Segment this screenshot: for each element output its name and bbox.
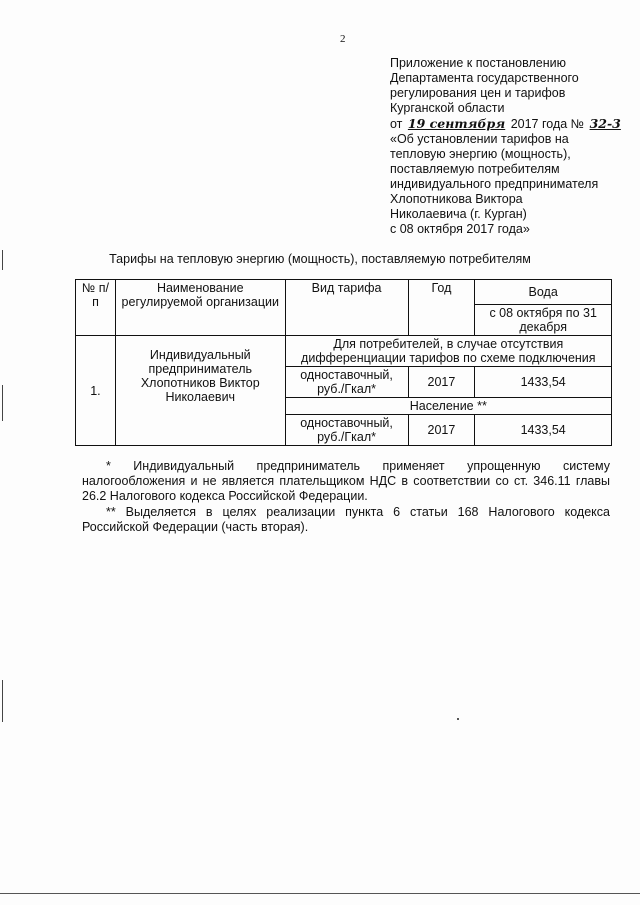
cell-org: Индивидуальный предприниматель Хлопотников Виктор Николаевич (115, 336, 285, 446)
appendix-line: Департамента государственного (390, 71, 579, 85)
cell-tariff-type: одноставочный, руб./Гкал* (285, 415, 408, 446)
handwritten-date: 19 сентября (407, 116, 506, 131)
cell-value: 1433,54 (475, 415, 612, 446)
footnotes (82, 459, 610, 536)
document-title: Тарифы на тепловую энергию (мощность), поставляемую потребителям (109, 252, 531, 266)
cell-year: 2017 (408, 415, 475, 446)
appendix-line: Приложение к постановлению (390, 56, 566, 70)
appendix-line: Курганской области (390, 101, 505, 115)
page-number: 2 (340, 33, 346, 45)
cell-tariff-type: одноставочный, руб./Гкал* (285, 367, 408, 398)
appendix-line: «Об установлении тарифов на (390, 132, 569, 146)
footnote-2: ** Выделяется в целях реализации пункта 6 статьи 168 Налогового кодекса Российской Федерации (часть вторая). (82, 505, 610, 534)
table-header-row (76, 280, 612, 305)
appendix-line: индивидуального предпринимателя (390, 177, 599, 191)
appendix-line: поставляемую потребителям (390, 162, 560, 176)
cell-num: 1. (76, 336, 116, 446)
appendix-line: с 08 октября 2017 года» (390, 222, 530, 236)
scan-speck (457, 718, 459, 720)
section-consumers: Для потребителей, в случае отсутствия дифференциации тарифов по схеме подключения (285, 336, 611, 367)
appendix-line: регулирования цен и тарифов (390, 86, 566, 100)
header-period: с 08 октября по 31 декабря (475, 305, 612, 336)
header-tariff-type: Вид тарифа (285, 280, 408, 336)
section-population: Население ** (285, 398, 611, 415)
appendix-line: Хлопотникова Виктора (390, 192, 523, 206)
table-row (76, 336, 612, 367)
header-num: № п/п (76, 280, 116, 336)
appendix-line: тепловую энергию (мощность), (390, 147, 571, 161)
cell-value: 1433,54 (475, 367, 612, 398)
year-text: 2017 года № (510, 117, 585, 131)
header-org: Наименование регулируемой организации (115, 280, 285, 336)
cell-year: 2017 (408, 367, 475, 398)
header-year: Год (408, 280, 475, 336)
scan-margin-mark (2, 250, 3, 270)
appendix-date-line (390, 116, 630, 132)
appendix-header (390, 56, 630, 237)
appendix-line: Николаевича (г. Курган) (390, 207, 527, 221)
scan-margin-mark (2, 385, 3, 421)
from-prefix: от (390, 117, 403, 131)
header-water: Вода (475, 280, 612, 305)
scan-margin-mark (2, 680, 3, 722)
handwritten-number: 32-3 (589, 116, 621, 131)
tariff-table (75, 279, 612, 446)
scan-bottom-edge (0, 893, 640, 894)
footnote-1: * Индивидуальный предприниматель применяет упрощенную систему налогообложения и не является плательщиком НДС в соответствии со ст. 346.11 главы 26.2 Налогового кодекса Российской Федерации. (82, 459, 610, 503)
